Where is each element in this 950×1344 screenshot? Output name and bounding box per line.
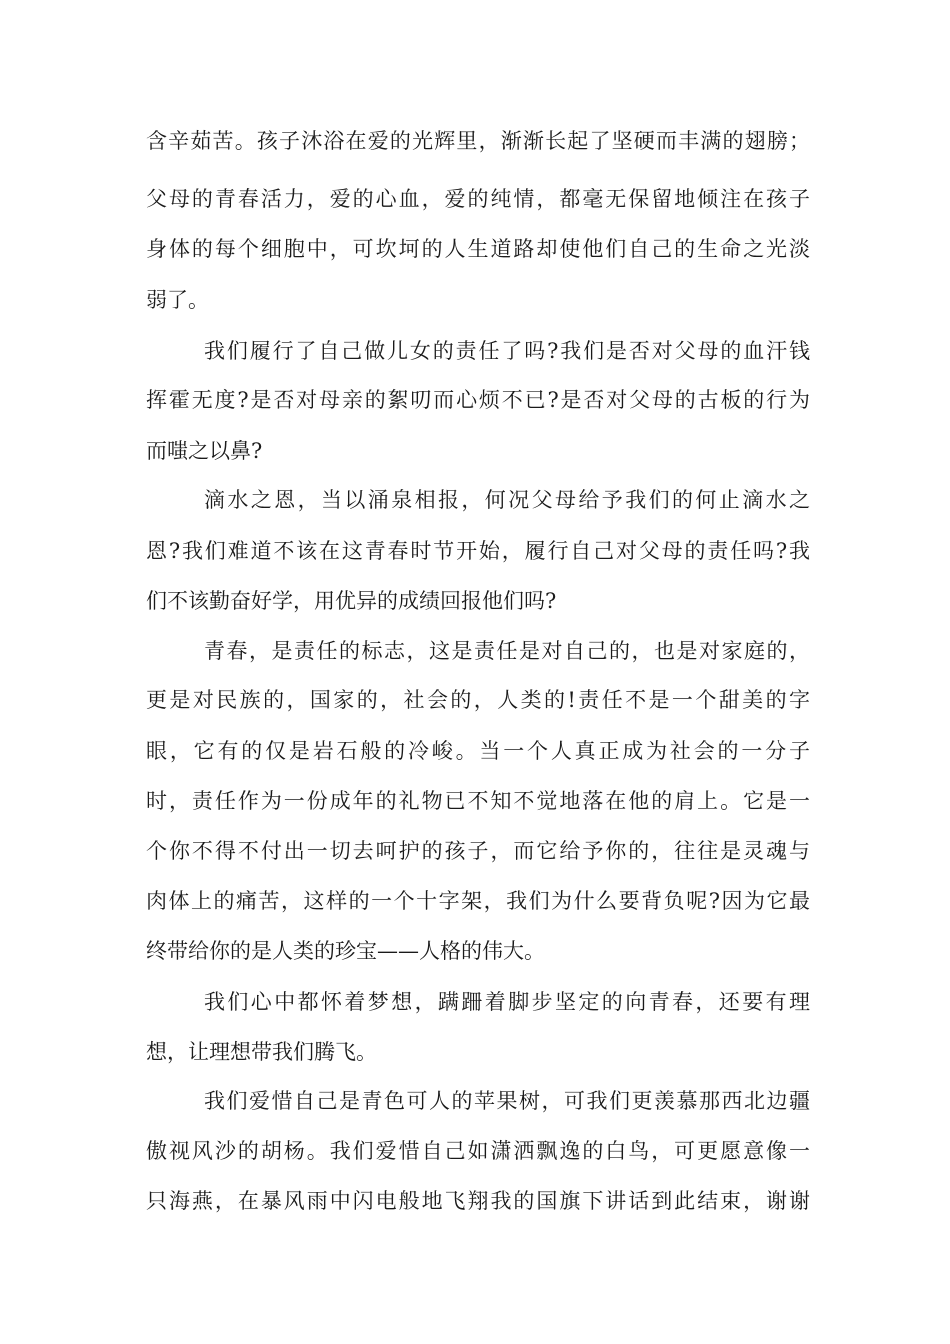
paragraph-first-line: 滴水之恩，当以涌泉相报，何况父母给予我们的何止滴水之 — [204, 488, 810, 512]
paragraph-first-line: 我们履行了自己做儿女的责任了吗?我们是否对父母的血汗钱 — [204, 339, 810, 363]
text-line: 个你不得不付出一切去呵护的孩子，而它给予你的，往往是灵魂与 — [146, 839, 810, 863]
text-line: 们不该勤奋好学，用优异的成绩回报他们吗? — [146, 589, 557, 613]
text-line: 只海燕，在暴风雨中闪电般地飞翔我的国旗下讲话到此结束，谢谢 — [146, 1189, 810, 1213]
text-line: 父母的青春活力，爱的心血，爱的纯情，都毫无保留地倾注在孩子 — [146, 187, 810, 211]
text-line: 更是对民族的，国家的，社会的，人类的!责任不是一个甜美的字 — [146, 688, 810, 712]
text-line: 弱了。 — [146, 288, 209, 312]
text-line: 含辛茹苦。孩子沐浴在爱的光辉里，渐渐长起了坚硬而丰满的翅膀； — [146, 129, 810, 153]
paragraph-first-line: 我们爱惜自己是青色可人的苹果树，可我们更羡慕那西北边疆 — [204, 1089, 810, 1113]
text-line: 傲视风沙的胡杨。我们爱惜自己如潇洒飘逸的白鸟，可更愿意像一 — [146, 1139, 810, 1163]
text-line: 终带给你的是人类的珍宝——人格的伟大。 — [146, 939, 545, 963]
text-line: 挥霍无度?是否对母亲的絮叨而心烦不已?是否对父母的古板的行为 — [146, 388, 810, 412]
text-line: 肉体上的痛苦，这样的一个十字架，我们为什么要背负呢?因为它最 — [146, 889, 810, 913]
text-line: 时，责任作为一份成年的礼物已不知不觉地落在他的肩上。它是一 — [146, 789, 810, 813]
text-line: 而嗤之以鼻? — [146, 439, 263, 463]
text-line: 眼，它有的仅是岩石般的冷峻。当一个人真正成为社会的一分子 — [146, 739, 810, 763]
paragraph-first-line: 青春，是责任的标志，这是责任是对自己的，也是对家庭的， — [204, 639, 810, 663]
text-line: 想，让理想带我们腾飞。 — [146, 1040, 377, 1064]
text-line: 身体的每个细胞中，可坎坷的人生道路却使他们自己的生命之光淡 — [146, 237, 810, 261]
text-line: 恩?我们难道不该在这青春时节开始，履行自己对父母的责任吗?我 — [146, 539, 810, 563]
paragraph-first-line: 我们心中都怀着梦想，蹒跚着脚步坚定的向青春，还要有理 — [204, 990, 810, 1014]
